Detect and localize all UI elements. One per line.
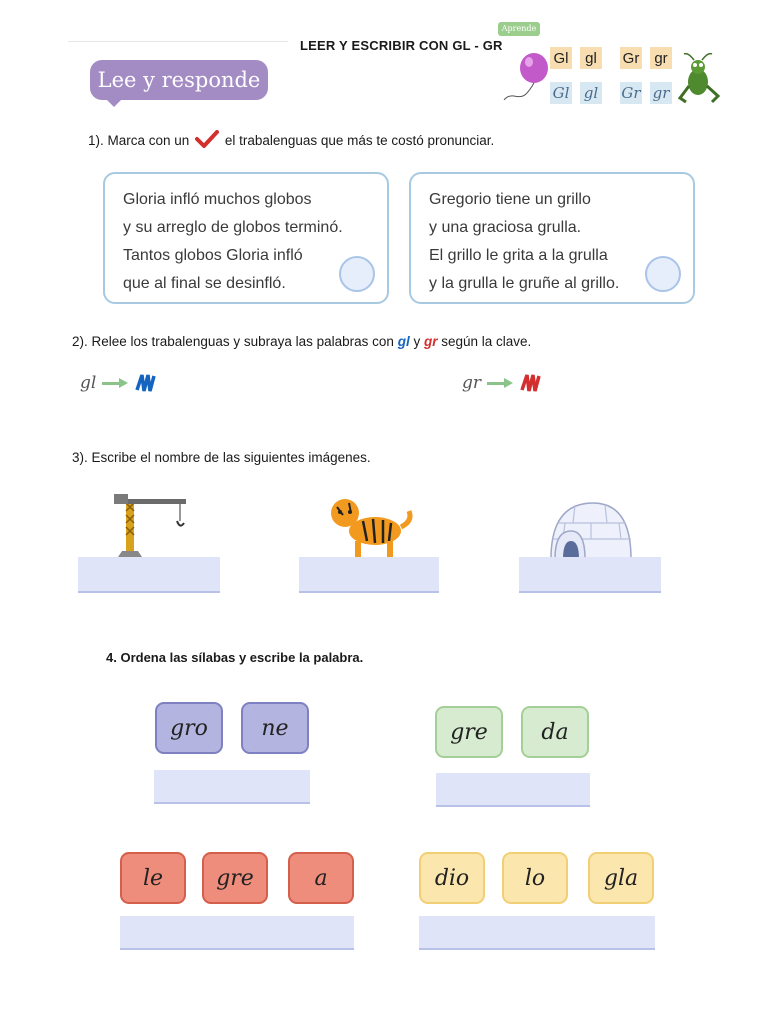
tongue-twister-line: Gloria infló muchos globos	[123, 191, 312, 208]
answer-input-red[interactable]	[120, 916, 354, 950]
tongue-twister-line: y una graciosa grulla.	[429, 219, 582, 236]
syllable-card[interactable]: gre	[202, 852, 268, 904]
tongue-twister-line: Gregorio tiene un grillo	[429, 191, 591, 208]
answer-input-yellow[interactable]	[419, 916, 655, 950]
question-2-prefix: 2). Relee los trabalenguas y subraya las palabras con	[72, 334, 394, 349]
question-2	[72, 334, 531, 349]
aprende-tag: Aprende	[498, 22, 540, 36]
letter-Gr-print: Gr	[620, 47, 642, 69]
question-1-suffix: el trabalenguas que más te costó pronunciar.	[224, 133, 495, 148]
answer-input-crane[interactable]	[78, 557, 220, 593]
question-1-prefix: 1). Marca con un	[88, 133, 190, 148]
arrow-right-icon	[487, 378, 513, 388]
key-gr-label: gr	[462, 373, 482, 393]
letter-Gl-cursive: Gl	[550, 82, 572, 104]
syllable-card[interactable]: gro	[155, 702, 223, 754]
letter-gr-print: gr	[650, 47, 672, 69]
question-2-suffix: según la clave.	[441, 334, 532, 349]
key-gl-label: gl	[80, 373, 97, 393]
question-1	[88, 130, 494, 148]
crane-icon	[110, 493, 190, 563]
syllable-card[interactable]: dio	[419, 852, 485, 904]
red-scribble-icon	[519, 372, 541, 394]
question-4: 4. Ordena las sílabas y escribe la palabra.	[106, 650, 364, 665]
answer-input-green[interactable]	[436, 773, 590, 807]
igloo-icon	[545, 493, 635, 563]
letter-Gl-print: Gl	[550, 47, 572, 69]
key-gl	[80, 372, 156, 394]
gl-highlight: gl	[397, 334, 410, 349]
tongue-twister-line: Tantos globos Gloria infló	[123, 247, 303, 264]
tongue-twister-card-1	[103, 172, 389, 304]
key-gr	[462, 372, 541, 394]
grasshopper-icon	[676, 50, 722, 106]
answer-input-tiger[interactable]	[299, 557, 439, 593]
syllable-card[interactable]: gre	[435, 706, 503, 758]
question-2-and: y	[413, 334, 421, 349]
syllable-card[interactable]: gla	[588, 852, 654, 904]
tongue-twister-line: que al final se desinfló.	[123, 275, 286, 292]
tongue-twister-line: El grillo le grita a la grulla	[429, 247, 608, 264]
syllable-card[interactable]: ne	[241, 702, 309, 754]
syllable-card[interactable]: lo	[502, 852, 568, 904]
page-title: LEER Y ESCRIBIR CON GL - GR	[300, 38, 503, 53]
answer-input-igloo[interactable]	[519, 557, 661, 593]
answer-input-purple[interactable]	[154, 770, 310, 804]
question-3: 3). Escribe el nombre de las siguientes imágenes.	[72, 450, 371, 465]
tongue-twister-card-2	[409, 172, 695, 304]
arrow-right-icon	[102, 378, 128, 388]
tongue-twister-line: y la grulla le gruñe al grillo.	[429, 275, 620, 292]
letter-gl-print: gl	[580, 47, 602, 69]
blue-scribble-icon	[134, 372, 156, 394]
letter-gr-cursive: gr	[650, 82, 672, 104]
syllable-card[interactable]: a	[288, 852, 354, 904]
gr-highlight: gr	[423, 334, 438, 349]
letter-gl-cursive: gl	[580, 82, 602, 104]
tongue-twister-line: y su arreglo de globos terminó.	[123, 219, 343, 236]
syllable-card[interactable]: da	[521, 706, 589, 758]
syllable-card[interactable]: le	[120, 852, 186, 904]
mark-circle-2[interactable]	[645, 256, 681, 292]
mark-circle-1[interactable]	[339, 256, 375, 292]
header-divider	[68, 41, 288, 42]
letter-Gr-cursive: Gr	[621, 84, 641, 102]
tiger-icon	[325, 493, 415, 563]
section-badge: Lee y responde	[90, 60, 268, 100]
checkmark-icon	[195, 130, 219, 148]
